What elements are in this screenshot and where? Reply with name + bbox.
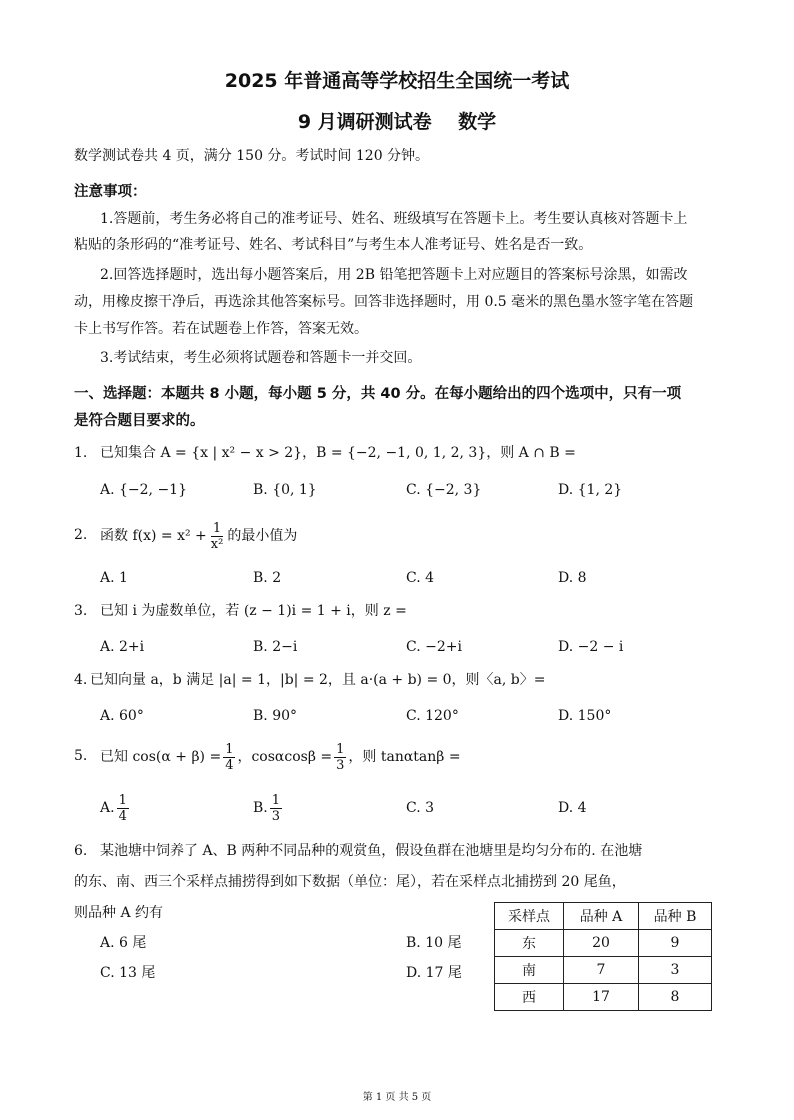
- q1-option-c: C. {−2, 3}: [406, 482, 482, 498]
- exam-title: 2025 年普通高等学校招生全国统一考试: [224, 70, 570, 92]
- q5-option-c: C. 3: [406, 800, 435, 816]
- q3-number: 3.: [74, 603, 88, 619]
- notice-item-1-cont: 粘贴的条形码的“准考证号、姓名、考试科目”与考生本人准考证号、姓名是否一致。: [74, 237, 593, 253]
- table-header-cell: 品种 B: [639, 903, 712, 930]
- q5-fraction-2: [334, 742, 346, 773]
- notice-item-3: 3.考试结束，考生必须将试题卷和答题卡一并交回。: [100, 350, 422, 366]
- q5-stem-a: 已知 cos(α + β) =: [100, 749, 222, 765]
- q5-option-a: [100, 788, 131, 828]
- q2-option-b: B. 2: [253, 570, 282, 586]
- q6-stem-line-2: 的东、南、西三个采样点捕捞得到如下数据（单位：尾），若在采样点北捕捞到 20 尾鱼，: [74, 874, 626, 890]
- q5-option-b-denominator: 3: [271, 808, 281, 824]
- q2-stem: [100, 516, 297, 556]
- q2-fraction-numerator: 1: [212, 520, 222, 536]
- notice-item-2-cont2: 卡上书写作答。若在试题卷上作答，答案无效。: [74, 321, 368, 337]
- table-row: [495, 957, 712, 984]
- table-header-cell: 采样点: [495, 903, 564, 930]
- q6-stem-line-1: 某池塘中饲养了 A、B 两种不同品种的观赏鱼，假设鱼群在池塘里是均匀分布的. 在池塘: [100, 843, 643, 859]
- q3-option-d: D. −2 − i: [558, 639, 624, 655]
- q6-stem-line-3: 则品种 A 约有: [74, 905, 164, 921]
- q2-stem-post: 的最小值为: [227, 528, 298, 544]
- q2-option-a: A. 1: [100, 570, 128, 586]
- q1-option-a: A. {−2, −1}: [100, 482, 188, 498]
- q6-option-a: A. 6 尾: [100, 935, 147, 951]
- q6-option-c: C. 13 尾: [100, 965, 156, 981]
- table-cell: 西: [495, 984, 564, 1011]
- q5-option-b-fraction: [270, 793, 282, 824]
- exam-subtitle: 9 月调研测试卷 数学: [297, 111, 497, 133]
- q5-fraction-1-denominator: 4: [225, 757, 234, 773]
- q6-option-b: B. 10 尾: [406, 935, 462, 951]
- q5-option-b-numerator: 1: [271, 792, 281, 808]
- notice-item-2-cont: 动，用橡皮擦干净后，再选涂其他答案标号。回答非选择题时，用 0.5 毫米的黑色墨水签字笔在答题: [74, 294, 694, 310]
- q5-stem-b: ，cosαcosβ =: [237, 749, 333, 765]
- notice-item-1: 1.答题前，考生务必将自己的准考证号、姓名、班级填写在答题卡上。考生要认真核对答题卡上: [100, 211, 688, 227]
- q2-stem-pre: 函数 f(x) = x² +: [100, 528, 207, 544]
- q3-option-c: C. −2+i: [406, 639, 462, 655]
- q5-number: 5.: [74, 748, 88, 764]
- notice-heading: 注意事项：: [74, 184, 147, 200]
- page-footer: 第 1 页 共 5 页: [362, 1092, 432, 1103]
- q5-fraction-2-denominator: 3: [336, 757, 345, 773]
- q1-option-d: D. {1, 2}: [558, 482, 623, 498]
- q2-option-d: D. 8: [558, 570, 587, 586]
- q4-option-c: C. 120°: [406, 708, 459, 724]
- q4-option-b: B. 90°: [253, 708, 298, 724]
- notice-item-2: 2.回答选择题时，选出每小题答案后，用 2B 铅笔把答题卡上对应题目的答案标号涂黑，如需改: [100, 267, 688, 283]
- sampling-table: [494, 902, 712, 1011]
- q3-option-a: A. 2+i: [100, 639, 145, 655]
- table-cell: 东: [495, 930, 564, 957]
- q2-number: 2.: [74, 527, 88, 543]
- table-cell: 17: [564, 984, 639, 1011]
- table-cell: 8: [639, 984, 712, 1011]
- q2-option-c: C. 4: [406, 570, 435, 586]
- table-header-cell: 品种 A: [564, 903, 639, 930]
- q4-option-d: D. 150°: [558, 708, 612, 724]
- table-header-row: [495, 903, 712, 930]
- q5-option-a-label: A.: [100, 800, 115, 816]
- table-row: [495, 984, 712, 1011]
- q4-stem: 已知向量 a，b 满足 |a| = 1，|b| = 2，且 a·(a + b) = 0，则〈a, b〉=: [90, 672, 546, 688]
- q5-stem-c: ，则 tanαtanβ =: [348, 749, 461, 765]
- table-cell: 9: [639, 930, 712, 957]
- q5-option-a-denominator: 4: [118, 808, 127, 824]
- q3-stem: 已知 i 为虚数单位，若 (z − 1)i = 1 + i，则 z =: [100, 603, 407, 619]
- q5-fraction-2-numerator: 1: [336, 741, 345, 757]
- q5-option-b-label: B.: [253, 800, 268, 816]
- table-cell: 3: [639, 957, 712, 984]
- q1-stem: 已知集合 A = {x | x² − x > 2}，B = {−2, −1, 0, 1, 2, 3}，则 A ∩ B =: [100, 445, 576, 461]
- table-cell: 南: [495, 957, 564, 984]
- section-heading: 一、选择题：本题共 8 小题，每小题 5 分，共 40 分。在每小题给出的四个选项中，只有一项: [74, 386, 682, 402]
- q4-option-a: A. 60°: [100, 708, 144, 724]
- q5-option-a-fraction: [117, 793, 129, 824]
- q2-fraction: [209, 521, 226, 552]
- table-row: [495, 930, 712, 957]
- q5-fraction-1-numerator: 1: [225, 741, 234, 757]
- q6-number: 6.: [74, 843, 88, 859]
- table-cell: 20: [564, 930, 639, 957]
- q5-stem: [100, 737, 461, 777]
- q1-number: 1.: [74, 445, 88, 461]
- intro-text: 数学测试卷共 4 页，满分 150 分。考试时间 120 分钟。: [74, 148, 430, 164]
- q1-option-b: B. {0, 1}: [253, 482, 317, 498]
- q4-number: 4.: [74, 672, 88, 688]
- q5-option-d: D. 4: [558, 800, 587, 816]
- q2-fraction-denominator: x²: [210, 536, 224, 552]
- section-heading-cont: 是符合题目要求的。: [74, 413, 205, 429]
- table-cell: 7: [564, 957, 639, 984]
- q5-option-b: [253, 788, 284, 828]
- q5-option-a-numerator: 1: [118, 792, 127, 808]
- q6-option-d: D. 17 尾: [406, 965, 462, 981]
- q5-fraction-1: [223, 742, 235, 773]
- q3-option-b: B. 2−i: [253, 639, 298, 655]
